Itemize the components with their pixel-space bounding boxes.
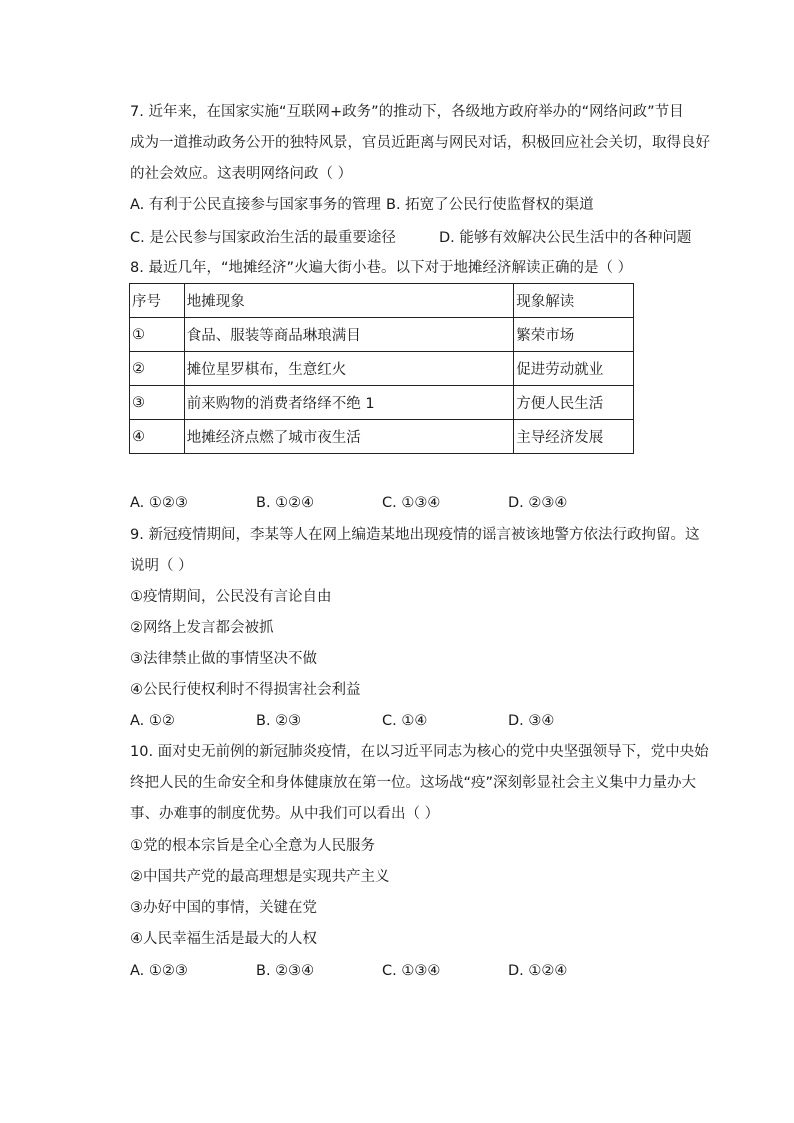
- q9-item-4: ④公民行使权利时不得损害社会利益: [130, 682, 361, 698]
- q7-option-b: B. 拓宽了公民行使监督权的渠道: [386, 197, 594, 213]
- q10-option-a: A. ①②③: [130, 963, 188, 979]
- q7-stem-line-3: 的社会效应。这表明网络问政（ ）: [130, 166, 353, 182]
- q8-option-c: C. ①③④: [382, 495, 441, 511]
- q8-option-d: D. ②③④: [508, 495, 568, 511]
- table-cell: 方便人民生活: [514, 386, 634, 420]
- q10-item-2: ②中国共产党的最高理想是实现共产主义: [130, 869, 390, 885]
- table-cell: ②: [130, 352, 185, 386]
- q8-table: [129, 283, 634, 454]
- table-cell: ③: [130, 386, 185, 420]
- table-row: [130, 386, 634, 420]
- q7-option-c: C. 是公民参与国家政治生活的最重要途径: [130, 230, 396, 246]
- q10-stem-line-3: 事、办难事的制度优势。从中我们可以看出（ ）: [130, 806, 440, 822]
- q9-item-3: ③法律禁止做的事情坚决不做: [130, 651, 317, 667]
- table-cell: 摊位星罗棋布，生意红火: [184, 352, 514, 386]
- q7-stem-line-2: 成为一道推动政务公开的独特风景，官员近距离与网民对话，积极回应社会关切，取得良好: [130, 135, 710, 151]
- table-header-cell: 地摊现象: [184, 284, 514, 318]
- table-cell: 地摊经济点燃了城市夜生活: [184, 420, 514, 454]
- table-cell: 主导经济发展: [514, 420, 634, 454]
- q8-stem: 8. 最近几年，“地摊经济”火遍大街小巷。以下对于地摊经济解读正确的是（ ）: [130, 260, 633, 276]
- q10-stem-line-2: 终把人民的生命安全和身体健康放在第一位。这场战“疫”深刻彰显社会主义集中力量办大: [130, 775, 697, 791]
- q9-option-a: A. ①②: [130, 713, 175, 729]
- table-header-row: [130, 284, 634, 318]
- q10-item-4: ④人民幸福生活是最大的人权: [130, 931, 317, 947]
- q7-stem-line-1: 7. 近年来，在国家实施“互联网+政务”的推动下，各级地方政府举办的“网络问政”节目: [130, 104, 684, 120]
- table-row: [130, 318, 634, 352]
- q10-stem-line-1: 10. 面对史无前例的新冠肺炎疫情，在以习近平同志为核心的党中央坚强领导下，党中央始: [130, 744, 709, 760]
- q7-option-d: D. 能够有效解决公民生活中的各种问题: [439, 230, 692, 246]
- q9-option-b: B. ②③: [256, 713, 302, 729]
- table-header-cell: 序号: [130, 284, 185, 318]
- table-header-cell: 现象解读: [514, 284, 634, 318]
- q9-item-1: ①疫情期间，公民没有言论自由: [130, 589, 332, 605]
- table-cell: 繁荣市场: [514, 318, 634, 352]
- table-cell: 促进劳动就业: [514, 352, 634, 386]
- q9-item-2: ②网络上发言都会被抓: [130, 620, 274, 636]
- table-row: [130, 352, 634, 386]
- table-cell: 前来购物的消费者络绎不绝 1: [184, 386, 514, 420]
- table-row: [130, 420, 634, 454]
- q10-option-d: D. ①②④: [508, 963, 568, 979]
- q9-option-c: C. ①④: [382, 713, 428, 729]
- q9-option-d: D. ③④: [508, 713, 555, 729]
- table-cell: 食品、服装等商品琳琅满目: [184, 318, 514, 352]
- q9-stem-line-2: 说明（ ）: [130, 558, 193, 574]
- table-cell: ①: [130, 318, 185, 352]
- q9-stem-line-1: 9. 新冠疫情期间，李某等人在网上编造某地出现疫情的谣言被该地警方依法行政拘留。这: [130, 527, 700, 543]
- q8-option-a: A. ①②③: [130, 495, 188, 511]
- table-cell: ④: [130, 420, 185, 454]
- q10-item-3: ③办好中国的事情，关键在党: [130, 900, 317, 916]
- q10-option-b: B. ②③④: [256, 963, 315, 979]
- q10-option-c: C. ①③④: [382, 963, 441, 979]
- q7-option-a: A. 有利于公民直接参与国家事务的管理: [130, 197, 381, 213]
- q8-option-b: B. ①②④: [256, 495, 315, 511]
- q10-item-1: ①党的根本宗旨是全心全意为人民服务: [130, 838, 375, 854]
